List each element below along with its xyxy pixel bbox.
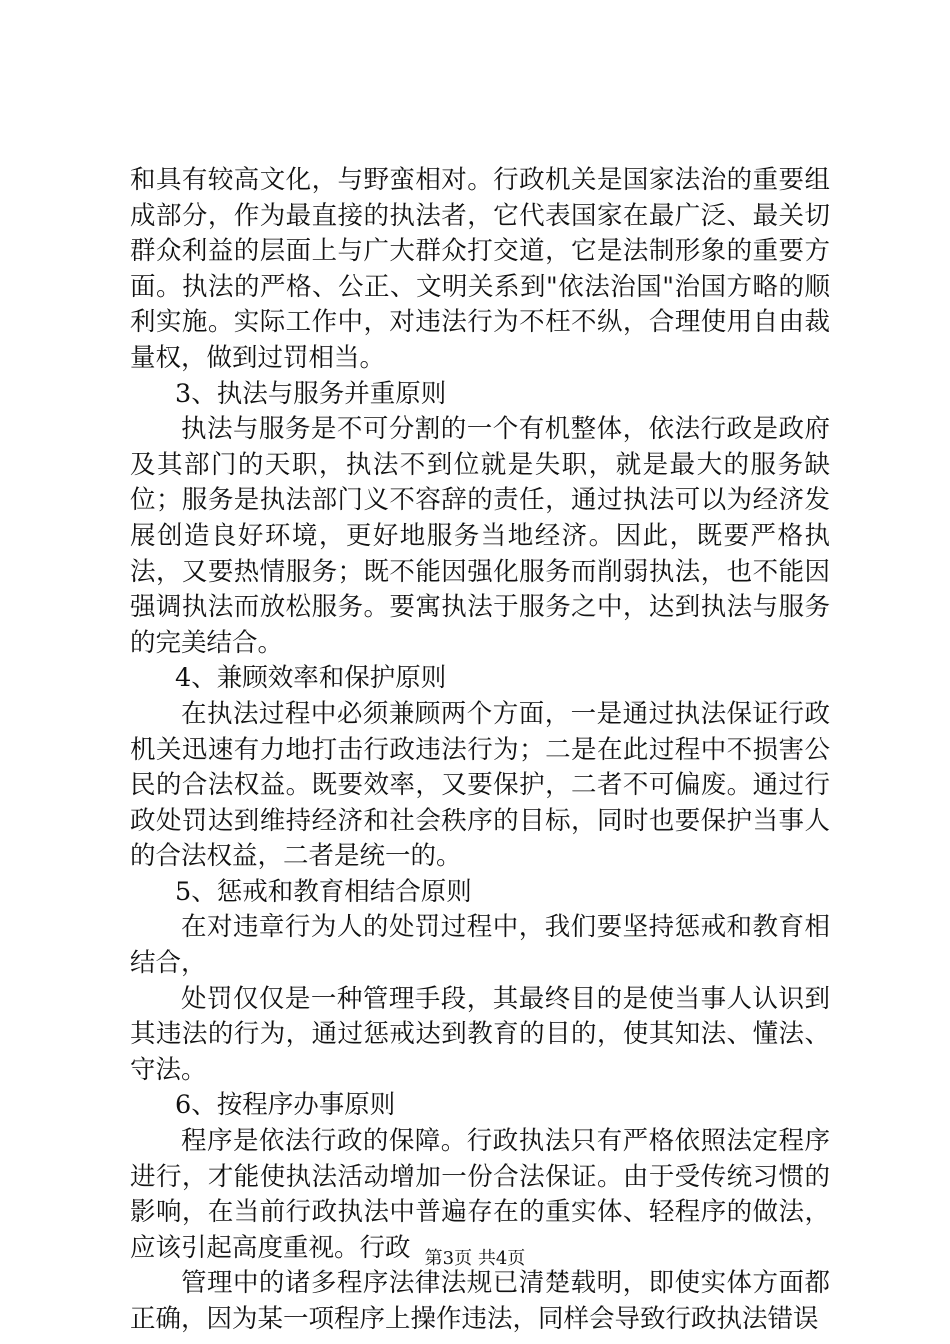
paragraph-3: 执法与服务是不可分割的一个有机整体，依法行政是政府及其部门的天职，执法不到位就是失职，就是最大的服务缺位；服务是执法部门义不容辞的责任，通过执法可以为经济发展创造良好环境，更好地服务当地经济。因此，既要严格执法，又要热情服务；既不能因强化服务而削弱执法，也不能因强调执法而放松服务。要寓执法于服务之中，达到执法与服务的完美结合。 (130, 414, 830, 658)
section-heading-4: 4、兼顾效率和保护原则 (175, 663, 447, 694)
document-body (130, 163, 830, 1338)
section-heading-6: 6、按程序办事原则 (175, 1090, 396, 1121)
paragraph-5a: 在对违章行为人的处罚过程中，我们要坚持惩戒和教育相结合， (130, 912, 830, 979)
page-number-footer: 第3页 共4页 (424, 1248, 526, 1269)
paragraph-6a: 程序是依法行政的保障。行政执法只有严格依照法定程序进行，才能使执法活动增加一份合法保证。由于受传统习惯的影响，在当前行政执法中普遍存在的重实体、轻程序的做法，应该引起高度重视。行政 (130, 1126, 830, 1263)
paragraph-5b: 处罚仅仅是一种管理手段，其最终目的是使当事人认识到其违法的行为，通过惩戒达到教育的目的，使其知法、懂法、守法。 (130, 983, 830, 1085)
paragraph-6b: 管理中的诸多程序法律法规已清楚载明，即使实体方面都正确，因为某一项程序上操作违法，同样会导致行政执法错误 (130, 1268, 830, 1334)
section-heading-5: 5、惩戒和教育相结合原则 (175, 876, 472, 907)
section-heading-3: 3、执法与服务并重原则 (175, 378, 447, 409)
paragraph-4: 在执法过程中必须兼顾两个方面，一是通过执法保证行政机关迅速有力地打击行政违法行为；二是在此过程中不损害公民的合法权益。既要效率，又要保护，二者不可偏废。通过行政处罚达到维持经济和社会秩序的目标，同时也要保护当事人的合法权益，二者是统一的。 (130, 698, 830, 872)
paragraph-1: 和具有较高文化，与野蛮相对。行政机关是国家法治的重要组成部分，作为最直接的执法者，它代表国家在最广泛、最关切群众利益的层面上与广大群众打交道，它是法制形象的重要方面。执法的严格、公正、文明关系到"依法治国"治国方略的顺利实施。实际工作中，对违法行为不枉不纵，合理使用自由裁量权，做到过罚相当。 (130, 165, 830, 373)
